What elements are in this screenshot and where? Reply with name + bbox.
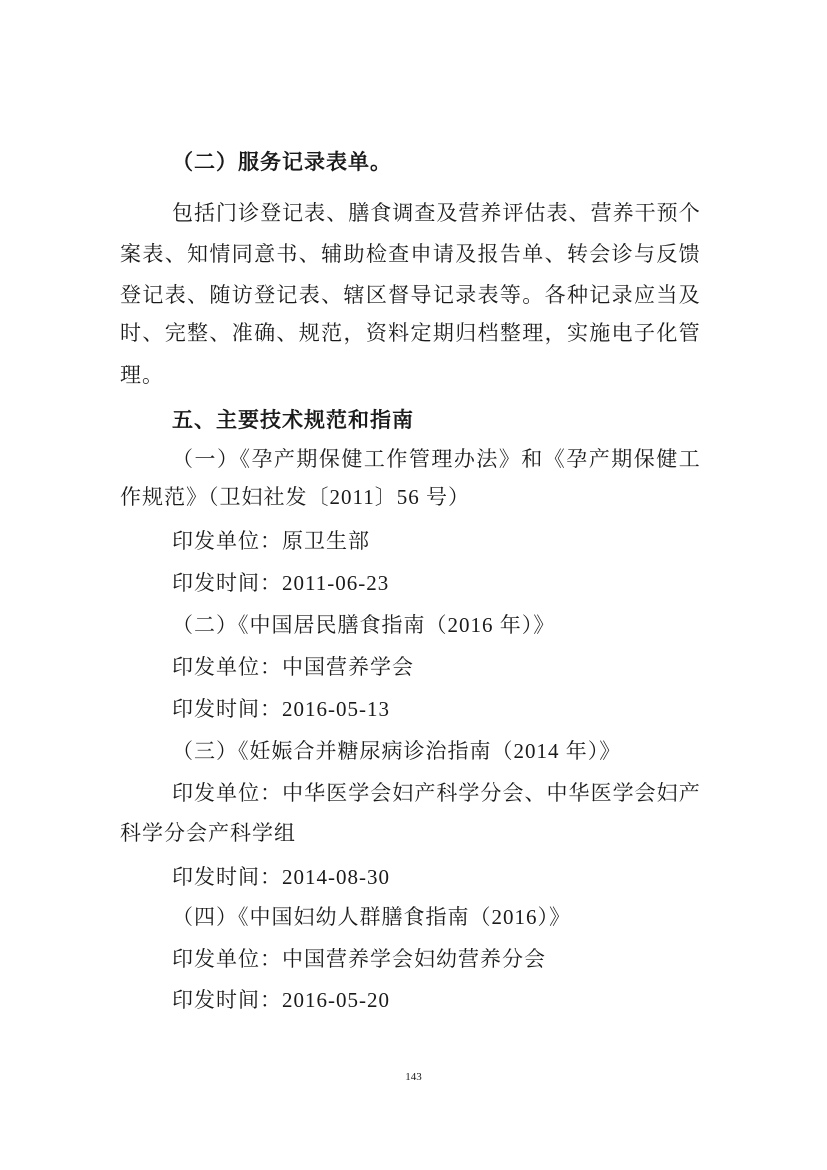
guideline-date: 印发时间：2011-06-23 — [172, 571, 390, 595]
guideline-title-line: （二）《中国居民膳食指南（2016 年）》 — [172, 613, 556, 637]
paragraph-line: 时、完整、准确、规范，资料定期归档整理，实施电子化管 — [120, 321, 700, 345]
guideline-title-line: （一）《孕产期保健工作管理办法》和《孕产期保健工 — [172, 447, 700, 471]
guideline-title-line: 作规范》（卫妇社发〔2011〕56 号） — [120, 485, 470, 509]
guideline-title-line: （四）《中国妇幼人群膳食指南（2016）》 — [172, 905, 571, 929]
guideline-publisher: 印发单位：中国营养学会 — [172, 655, 414, 679]
paragraph-line: 包括门诊登记表、膳食调查及营养评估表、营养干预个 — [172, 201, 700, 225]
guideline-publisher: 印发单位：原卫生部 — [172, 529, 370, 553]
guideline-date: 印发时间：2016-05-13 — [172, 697, 390, 721]
chapter-heading-guidelines: 五、主要技术规范和指南 — [172, 409, 414, 432]
guideline-title-line: （三）《妊娠合并糖尿病诊治指南（2014 年）》 — [172, 739, 622, 763]
guideline-date: 印发时间：2014-08-30 — [172, 865, 390, 889]
guideline-publisher: 科学分会产科学组 — [120, 821, 296, 845]
guideline-publisher: 印发单位：中华医学会妇产科学分会、中华医学会妇产 — [172, 781, 700, 805]
guideline-publisher: 印发单位：中国营养学会妇幼营养分会 — [172, 947, 546, 971]
page-number: 143 — [405, 1071, 422, 1083]
guideline-date: 印发时间：2016-05-20 — [172, 988, 390, 1012]
section-heading-service-records: （二）服务记录表单。 — [172, 151, 392, 174]
paragraph-line: 理。 — [120, 363, 164, 387]
paragraph-line: 登记表、随访登记表、辖区督导记录表等。各种记录应当及 — [120, 283, 700, 307]
paragraph-line: 案表、知情同意书、辅助检查申请及报告单、转会诊与反馈 — [120, 242, 700, 266]
